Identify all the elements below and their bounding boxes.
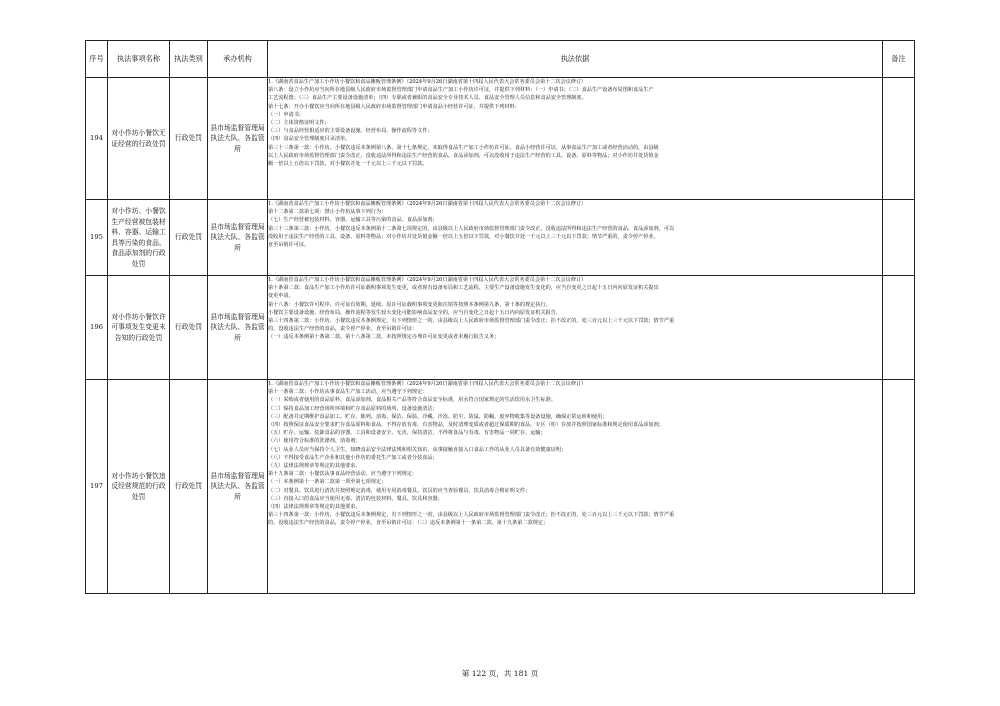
row-remark [883,78,915,200]
basis-line: 额一倍以上五倍以下罚款，对小餐饮并处一千元以上三千元以下罚款。 [268,161,428,168]
enforcement-table [85,40,915,594]
basis-line: 直至吊销许可证。 [268,242,310,249]
header-basis: 执法依据 [268,41,883,78]
basis-line: 没收用于违法生产经营的工具、设备、原料等物品；对小作坊并处货值金额一倍以上五倍以下罚款，对小餐饮并处一千元以上三千元以下罚款；情节严重的，责令停产停业， [268,233,659,240]
basis-line: （七）从业人员应当保持个人卫生，知晓食品安全法律法规和相关知识，从事接触直接入口食品工作的从业人员具备有效健康证明； [268,446,567,453]
table-header-row [86,41,915,78]
row-index: 194 [86,78,108,200]
basis-line: 第十二条第二款第七项：禁止小作坊从事下列行为： [268,209,387,216]
row-remark [883,380,915,594]
table-row [86,200,915,276]
row-category: 行政处罚 [170,380,208,594]
table-row [86,276,915,380]
row-item: 对小作坊小餐饮违反经营规范的行政处罚 [108,380,170,594]
basis-line: 的，没收违法生产经营的食品，责令停产停业，直至吊销许可证：（三）违反本条例第十一条第二款、第十九条第二款规定； [268,520,549,527]
row-category: 行政处罚 [170,78,208,200]
row-agency: 县市场监督管理局执法大队、各监管所 [208,276,268,380]
row-index: 195 [86,200,108,276]
basis-line: （二）主体资格证明文件； [268,120,330,127]
basis-line: （七）生产经营被包装材料、容器、运输工具等污染的食品、食品添加剂； [268,217,438,224]
row-item: 对小作坊、小餐饮生产经营被包装材料、容器、运输工具等污染的食品、食品添加剂的行政处罚 [108,200,170,276]
basis-line: 1.《湖南省食品生产加工小作坊小餐饮和食品摊贩管理条例》（2024年9月26日湖南省第十四届人民代表大会常务委员会第十二次会议修订） [268,277,587,283]
header-remark: 备注 [883,41,915,78]
row-category: 行政处罚 [170,200,208,276]
basis-line: 第十七条：开办小餐饮应当向所在地县级人民政府市场监督管理部门申请食品小经营许可证，并提供下列材料： [268,103,520,110]
basis-line: （五）贮存、运输、装卸食品的容器、工具和设备安全、无害，保持清洁，不得将食品与有毒、有害物品一同贮存、运输； [268,430,546,437]
basis-line: 第三十四条第二款：小作坊、小餐饮违反本条例规定，有下列情形之一的，由县级以上人民政府市场监督管理部门责令改正；拒不改正的，处三百元以上三千元以下罚款；情节严重 [268,318,675,325]
basis-line: 小餐饮主要设备设施、经营布局、操作流程等发生较大变化可能影响食品安全的，应当自变化之日起十五日内向原发证机关报告。 [268,309,562,316]
basis-line: 以上人民政府市场监督管理部门责令改正，没收违法所得和违法生产经营的食品、食品添加剂，可以没收用于违法生产经营的工具、设备、原料等物品；对小作坊并处货值金 [268,152,659,159]
row-agency: 县市场监督管理局执法大队、各监管所 [208,200,268,276]
basis-line: （四）食品安全管理制度目录清单。 [268,136,351,143]
basis-line: （三）配备并定期维护食品加工、贮存、陈列、消毒、保洁、保温、冷藏、冷冻、防尘、防鼠、防蝇、废弃物收集等设备设施，确保正常运转和使用； [268,413,608,420]
basis-line: 第三十三条第三款：小作坊、小餐饮违反本条例第十二条第七项规定的，由县级以上人民政府市场监督管理部门责令改正，没收违法所得和违法生产经营的食品、食品添加剂，可以 [268,225,675,232]
row-agency: 县市场监督管理局执法大队、各监管所 [208,78,268,200]
basis-line: 第三十四条第一款：小作坊、小餐饮违反本条例规定，有下列情形之一的，由县级以上人民政府市场监督管理部门责令改正；拒不改正的，处三百元以上三千元以下罚款；情节严重 [268,512,675,519]
basis-line: （二）保持食品加工经营场所环境和贮存食品原料的场所、设备设施清洁； [268,405,438,412]
row-index: 196 [86,276,108,380]
basis-line: （九）法律法规规章等规定的其他要求。 [268,463,361,470]
row-item: 对小作坊小餐饮许可事项发生变更未告知的行政处罚 [108,276,170,380]
basis-line: （四）法律法规规章等规定的其他要求。 [268,504,361,511]
header-index: 序号 [86,41,108,78]
basis-line: （一）违反本条例第十条第二款、第十八条第二款，未按照规定办理许可证变更或者未履行报告义务； [268,334,500,341]
row-basis [268,78,883,200]
header-item: 执法事项名称 [108,41,170,78]
basis-line: （三）与食品经营相适应的主要设备设施、经营布局、操作流程等文件； [268,128,433,135]
basis-line: 1.《湖南省食品生产加工小作坊小餐饮和食品摊贩管理条例》（2024年9月26日湖南省第十四届人民代表大会常务委员会第十二次会议修订） [268,79,587,85]
row-item: 对小作坊小餐饮无证经营的行政处罚 [108,78,170,200]
basis-line: （六）使用符合标准的洗涤剂、消毒剂； [268,438,361,445]
basis-line: （八）不得接受食品生产企业和其他小作坊的委托生产加工或者分装食品； [268,454,438,461]
basis-line: 1.《湖南省食品生产加工小作坊小餐饮和食品摊贩管理条例》（2024年9月26日湖南省第十四届人民代表大会常务委员会第十二次会议修订） [268,201,587,207]
row-basis [268,276,883,380]
basis-line: （一）申请书； [268,111,304,118]
basis-line: （二）对餐具、饮具进行清洗并按照规定消毒，使用专用消毒餐具、饮具的应当查验餐具、饮具消毒合格证明文件； [268,487,531,494]
basis-line: 第十八条：小餐饮许可程序、许可证有效期、延续、原许可证载明事项变更和注销等按照本条例第九条、第十条的规定执行。 [268,301,551,308]
basis-line: 1.《湖南省食品生产加工小作坊小餐饮和食品摊贩管理条例》（2024年9月26日湖南省第十四届人民代表大会常务委员会第十二次会议修订） [268,381,587,387]
basis-line: （一）采购或者使用的食品原料、食品添加剂、食品相关产品等符合食品安全标准，用水符合国家规定的生活饮用水卫生标准； [268,397,556,404]
row-basis [268,200,883,276]
row-agency: 县市场监督管理局执法大队、各监管所 [208,380,268,594]
basis-line: 第三十三条第一款：小作坊、小餐饮违反本条例第八条、第十七条规定，未取得食品生产加工小作坊许可证、食品小经营许可证，从事食品生产加工或者经营活动的，由县级 [268,144,659,151]
basis-line: （四）按照保证食品安全要求贮存食品原料和食品，不得存放有毒、有害物品，及时清理变质或者超过保质期的食品，专区（柜）存放并按照国家标准和规定使用食品添加剂； [268,422,664,429]
basis-line: 第十条第二款：食品生产加工小作坊许可证载明事项发生变更，或者现有设备布局和工艺流程、主要生产设备设施发生变化的，应当自变更之日起十五日内向原发证机关提出 [268,285,659,292]
row-remark [883,200,915,276]
basis-line: 第八条：设立小作坊应当向所在地县级人民政府市场监督管理部门申请食品生产加工小作坊许可证，并提供下列材料：（一）申请书；（二）食品生产设备布局图和食品生产 [268,87,654,94]
row-category: 行政处罚 [170,276,208,380]
basis-line: 的，没收违法生产经营的食品，责令停产停业，直至吊销许可证： [268,326,418,333]
row-basis [268,380,883,594]
table-row [86,78,915,200]
row-remark [883,276,915,380]
header-agency: 承办机构 [208,41,268,78]
header-category: 执法类别 [170,41,208,78]
basis-line: 变更申请。 [268,293,294,300]
row-index: 197 [86,380,108,594]
basis-line: 第十一条第二款：小作坊从事食品生产加工活动，应当遵守下列规定： [268,389,428,396]
basis-line: （一）本条例第十一条第二款第一项至第七项规定； [268,479,387,486]
basis-line: 工艺流程图；（三）食品生产主要设备设施清单；（四）专职或者兼职的食品安全专业技术人员、食品安全管理人员信息和食品安全管理制度。 [268,95,587,102]
basis-line: 第十九条第二款：小餐饮从事食品经营活动，应当遵守下列规定： [268,471,418,478]
basis-line: （三）直接入口的食品应当使用无毒、清洁的包装材料、餐具、饮具和容器； [268,495,443,502]
table-row [86,380,915,594]
page-footer: 第 122 页，共 181 页 [461,669,539,678]
